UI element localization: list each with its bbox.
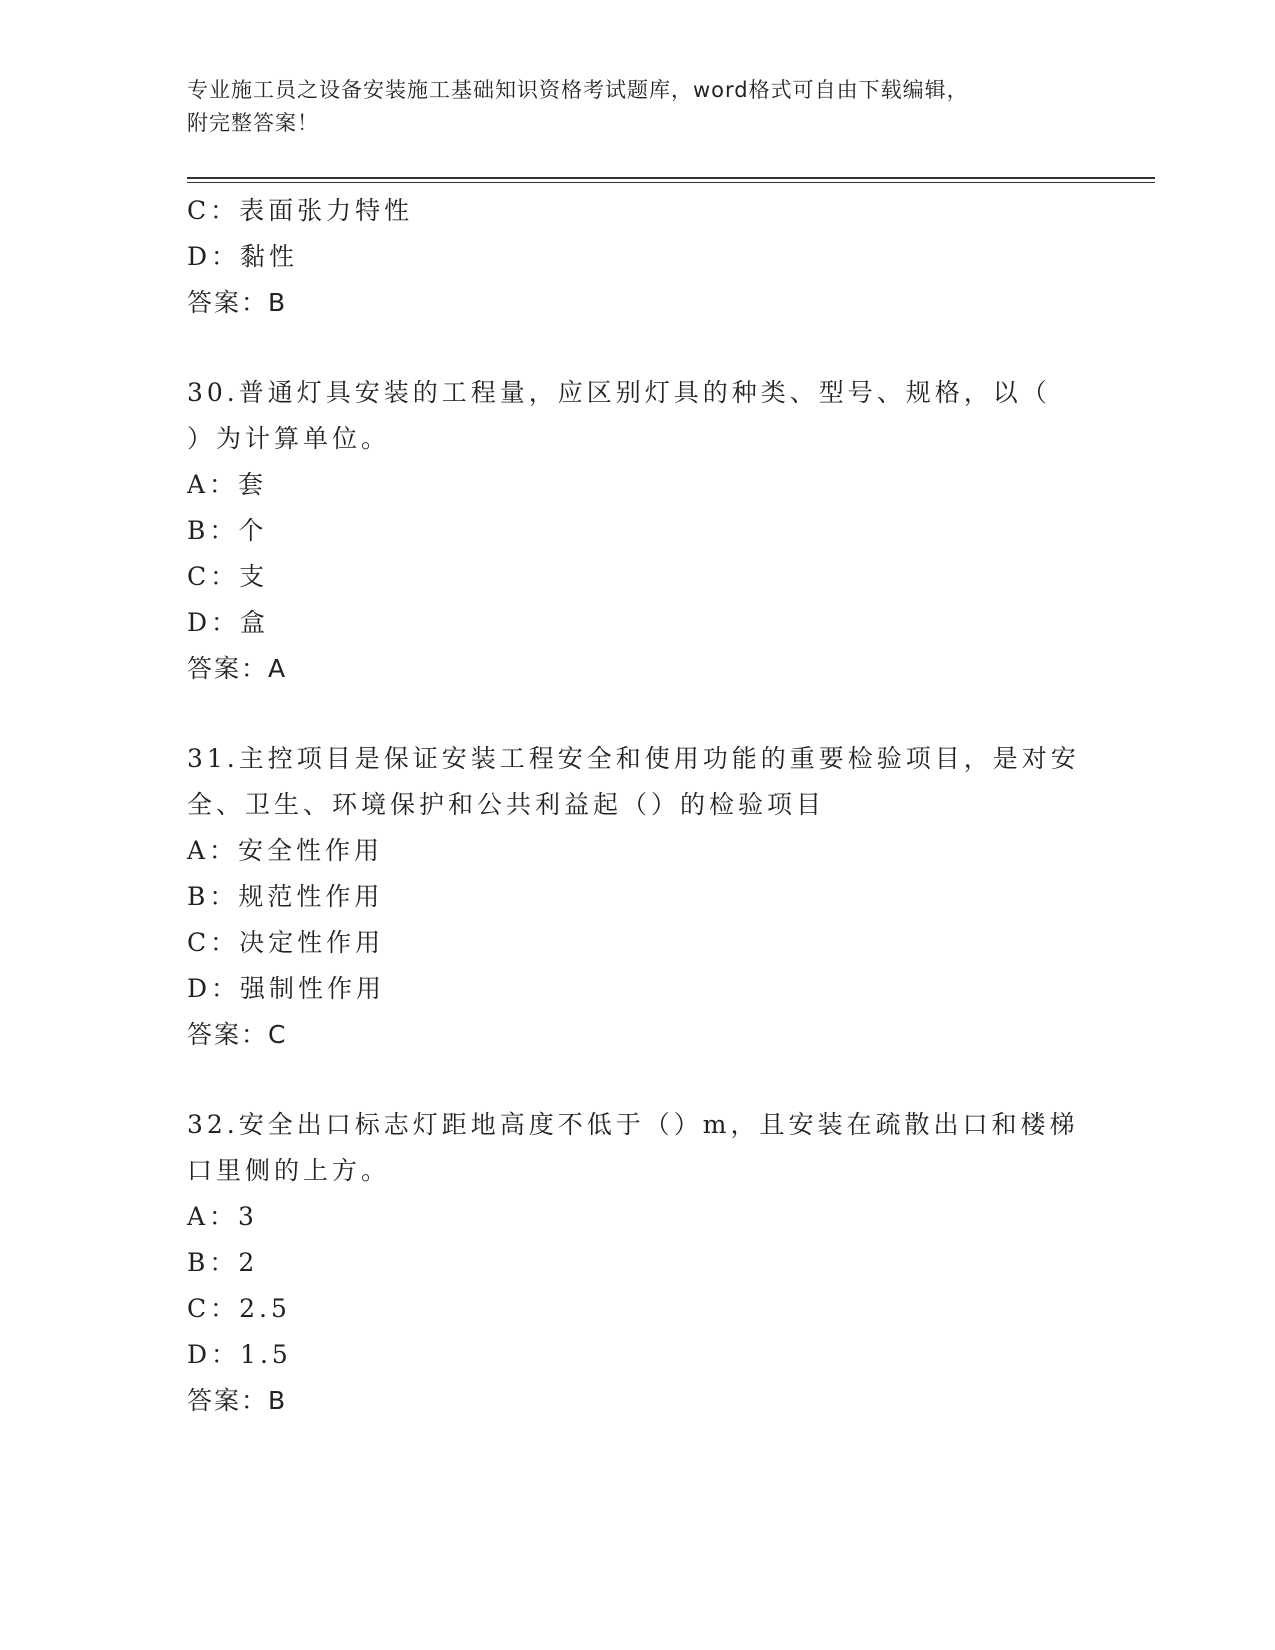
option-d: D：黏性: [187, 242, 299, 271]
question-29-continued: [187, 188, 1087, 326]
header-title-line1: 专业施工员之设备安装施工基础知识资格考试题库，word格式可自由下载编辑，: [187, 78, 969, 102]
question-30: [187, 370, 1087, 692]
option-d: D：盒: [187, 608, 270, 637]
question-32: [187, 1102, 1087, 1424]
header-title-line2: 附完整答案！: [187, 111, 319, 135]
option-d: D：1.5: [187, 1340, 292, 1369]
option-a: A：套: [187, 470, 268, 499]
header-divider-thin: [187, 182, 1155, 183]
answer-line: 答案：B: [187, 288, 288, 317]
question-stem-line1: 30.普通灯具安装的工程量，应区别灯具的种类、型号、规格，以（: [187, 378, 1051, 407]
option-c: C：2.5: [187, 1294, 291, 1323]
question-stem-line1: 32.安全出口标志灯距地高度不低于（）m，且安装在疏散出口和楼梯: [187, 1110, 1079, 1139]
question-spacer: [187, 326, 1087, 370]
option-c: C：决定性作用: [187, 928, 385, 957]
question-stem-line1: 31.主控项目是保证安装工程安全和使用功能的重要检验项目，是对安: [187, 744, 1080, 773]
option-c: C：表面张力特性: [187, 196, 414, 225]
document-header: [187, 74, 1067, 140]
question-stem-line2: ）为计算单位。: [187, 424, 391, 453]
question-spacer: [187, 1058, 1087, 1102]
question-31: [187, 736, 1087, 1058]
option-b: B：个: [187, 516, 268, 545]
question-stem-line2: 全、卫生、环境保护和公共利益起（）的检验项目: [187, 790, 826, 819]
question-stem-line2: 口里侧的上方。: [187, 1156, 391, 1185]
option-c: C：支: [187, 562, 269, 591]
option-a: A：3: [187, 1202, 258, 1231]
answer-line: 答案：A: [187, 654, 288, 683]
answer-line: 答案：C: [187, 1020, 288, 1049]
option-b: B：规范性作用: [187, 882, 384, 911]
question-list: [187, 188, 1087, 1424]
option-a: A：安全性作用: [187, 836, 384, 865]
question-spacer: [187, 692, 1087, 736]
header-divider-thick: [187, 177, 1155, 179]
answer-line: 答案：B: [187, 1386, 288, 1415]
option-d: D：强制性作用: [187, 974, 386, 1003]
option-b: B：2: [187, 1248, 259, 1277]
